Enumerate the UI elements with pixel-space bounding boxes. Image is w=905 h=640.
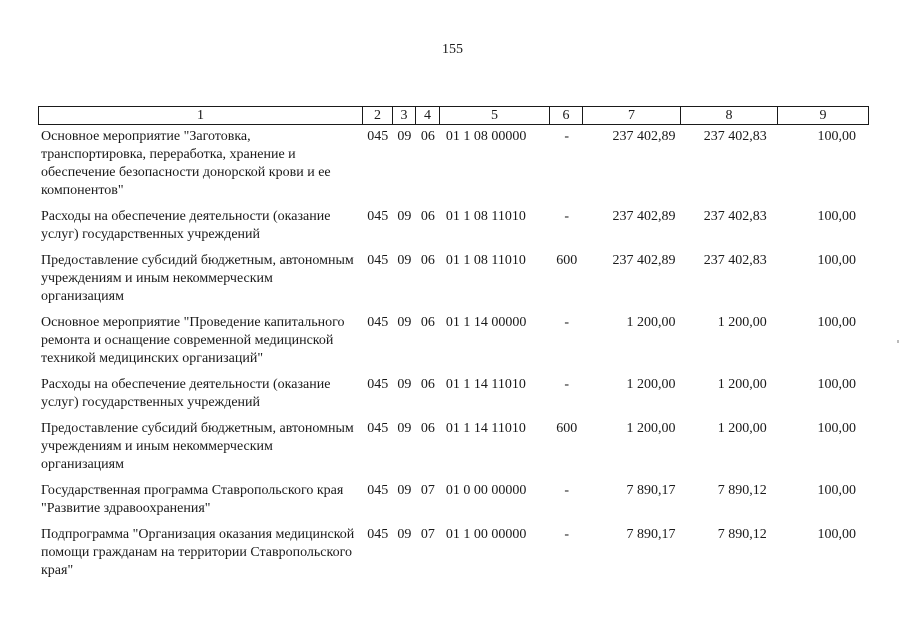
column-number: 4 xyxy=(416,107,440,125)
column-number: 2 xyxy=(363,107,393,125)
target-article-cell: 01 1 14 11010 xyxy=(445,377,526,392)
percent-cell: 100,00 xyxy=(817,421,856,436)
percent-cell: 100,00 xyxy=(817,483,856,498)
actual-amount-cell: 237 402,83 xyxy=(703,129,767,144)
column-number: 8 xyxy=(681,107,778,125)
table-row xyxy=(38,126,870,208)
row-name-cell: Предоставление субсидий бюджетным, автономным учреждениям и иным некоммерческим организациям xyxy=(41,253,354,304)
expense-type-cell: - xyxy=(564,129,570,144)
expense-type-cell: - xyxy=(564,377,570,392)
target-article-cell: 01 1 14 11010 xyxy=(445,421,526,436)
column-number: 7 xyxy=(583,107,681,125)
subsection-code-cell: 07 xyxy=(420,483,435,498)
ministry-code-cell: 045 xyxy=(367,315,389,330)
ministry-code-cell: 045 xyxy=(367,129,389,144)
target-article-cell: 01 1 00 00000 xyxy=(445,527,527,542)
actual-amount-cell: 1 200,00 xyxy=(717,315,767,330)
row-name-cell: Государственная программа Ставропольского края "Развитие здравоохранения" xyxy=(41,483,344,516)
subsection-code-cell: 06 xyxy=(420,421,435,436)
plan-amount-cell: 7 890,17 xyxy=(626,483,676,498)
expense-type-cell: - xyxy=(564,483,570,498)
target-article-cell: 01 1 08 11010 xyxy=(445,253,526,268)
section-code-cell: 09 xyxy=(397,209,412,224)
section-code-cell: 09 xyxy=(397,483,412,498)
table-row xyxy=(38,482,870,526)
row-name-cell: Расходы на обеспечение деятельности (оказание услуг) государственных учреждений xyxy=(41,377,331,410)
row-name-cell: Основное мероприятие "Заготовка, транспортировка, переработка, хранение и обеспечение безопасности донорской крови и ее компонентов" xyxy=(41,129,331,198)
section-code-cell: 09 xyxy=(397,421,412,436)
expense-type-cell: - xyxy=(564,209,570,224)
table-row xyxy=(38,526,870,588)
plan-amount-cell: 237 402,89 xyxy=(612,129,676,144)
subsection-code-cell: 06 xyxy=(420,315,435,330)
target-article-cell: 01 1 08 00000 xyxy=(445,129,527,144)
target-article-cell: 01 0 00 00000 xyxy=(445,483,527,498)
ministry-code-cell: 045 xyxy=(367,253,389,268)
row-name-cell: Предоставление субсидий бюджетным, автономным учреждениям и иным некоммерческим организациям xyxy=(41,421,354,472)
plan-amount-cell: 1 200,00 xyxy=(626,377,676,392)
table-row xyxy=(38,376,870,420)
target-article-cell: 01 1 08 11010 xyxy=(445,209,526,224)
actual-amount-cell: 1 200,00 xyxy=(717,377,767,392)
section-code-cell: 09 xyxy=(397,527,412,542)
actual-amount-cell: 237 402,83 xyxy=(703,253,767,268)
plan-amount-cell: 237 402,89 xyxy=(612,209,676,224)
expense-type-cell: 600 xyxy=(556,253,578,268)
row-name-cell: Подпрограмма "Организация оказания медицинской помощи гражданам на территории Ставропольского края" xyxy=(41,527,355,578)
percent-cell: 100,00 xyxy=(817,527,856,542)
plan-amount-cell: 1 200,00 xyxy=(626,421,676,436)
expense-type-cell: 600 xyxy=(556,421,578,436)
ministry-code-cell: 045 xyxy=(367,377,389,392)
ministry-code-cell: 045 xyxy=(367,483,389,498)
subsection-code-cell: 06 xyxy=(420,253,435,268)
actual-amount-cell: 7 890,12 xyxy=(717,527,767,542)
target-article-cell: 01 1 14 00000 xyxy=(445,315,527,330)
section-code-cell: 09 xyxy=(397,129,412,144)
subsection-code-cell: 06 xyxy=(420,129,435,144)
percent-cell: 100,00 xyxy=(817,129,856,144)
percent-cell: 100,00 xyxy=(817,315,856,330)
plan-amount-cell: 237 402,89 xyxy=(612,253,676,268)
ministry-code-cell: 045 xyxy=(367,421,389,436)
column-number: 9 xyxy=(778,107,869,125)
column-header-table xyxy=(38,106,869,125)
section-code-cell: 09 xyxy=(397,315,412,330)
table-row xyxy=(38,420,870,482)
expense-type-cell: - xyxy=(564,527,570,542)
page-number: 155 xyxy=(442,42,463,57)
actual-amount-cell: 237 402,83 xyxy=(703,209,767,224)
actual-amount-cell: 7 890,12 xyxy=(717,483,767,498)
subsection-code-cell: 07 xyxy=(420,527,435,542)
column-number: 6 xyxy=(550,107,583,125)
section-code-cell: 09 xyxy=(397,253,412,268)
percent-cell: 100,00 xyxy=(817,377,856,392)
section-code-cell: 09 xyxy=(397,377,412,392)
budget-table xyxy=(38,126,870,588)
table-row xyxy=(38,252,870,314)
subsection-code-cell: 06 xyxy=(420,209,435,224)
table-row xyxy=(38,314,870,376)
column-number: 1 xyxy=(39,107,363,125)
column-number-row xyxy=(39,107,869,125)
percent-cell: 100,00 xyxy=(817,209,856,224)
percent-cell: 100,00 xyxy=(817,253,856,268)
plan-amount-cell: 1 200,00 xyxy=(626,315,676,330)
plan-amount-cell: 7 890,17 xyxy=(626,527,676,542)
ministry-code-cell: 045 xyxy=(367,209,389,224)
column-number: 5 xyxy=(440,107,550,125)
table-row xyxy=(38,208,870,252)
budget-table-body xyxy=(38,126,870,588)
margin-mark xyxy=(897,340,899,343)
column-number: 3 xyxy=(393,107,416,125)
expense-type-cell: - xyxy=(564,315,570,330)
subsection-code-cell: 06 xyxy=(420,377,435,392)
row-name-cell: Основное мероприятие "Проведение капитального ремонта и оснащение современной медицинской техникой медицинских организаций" xyxy=(41,315,345,366)
actual-amount-cell: 1 200,00 xyxy=(717,421,767,436)
ministry-code-cell: 045 xyxy=(367,527,389,542)
row-name-cell: Расходы на обеспечение деятельности (оказание услуг) государственных учреждений xyxy=(41,209,331,242)
